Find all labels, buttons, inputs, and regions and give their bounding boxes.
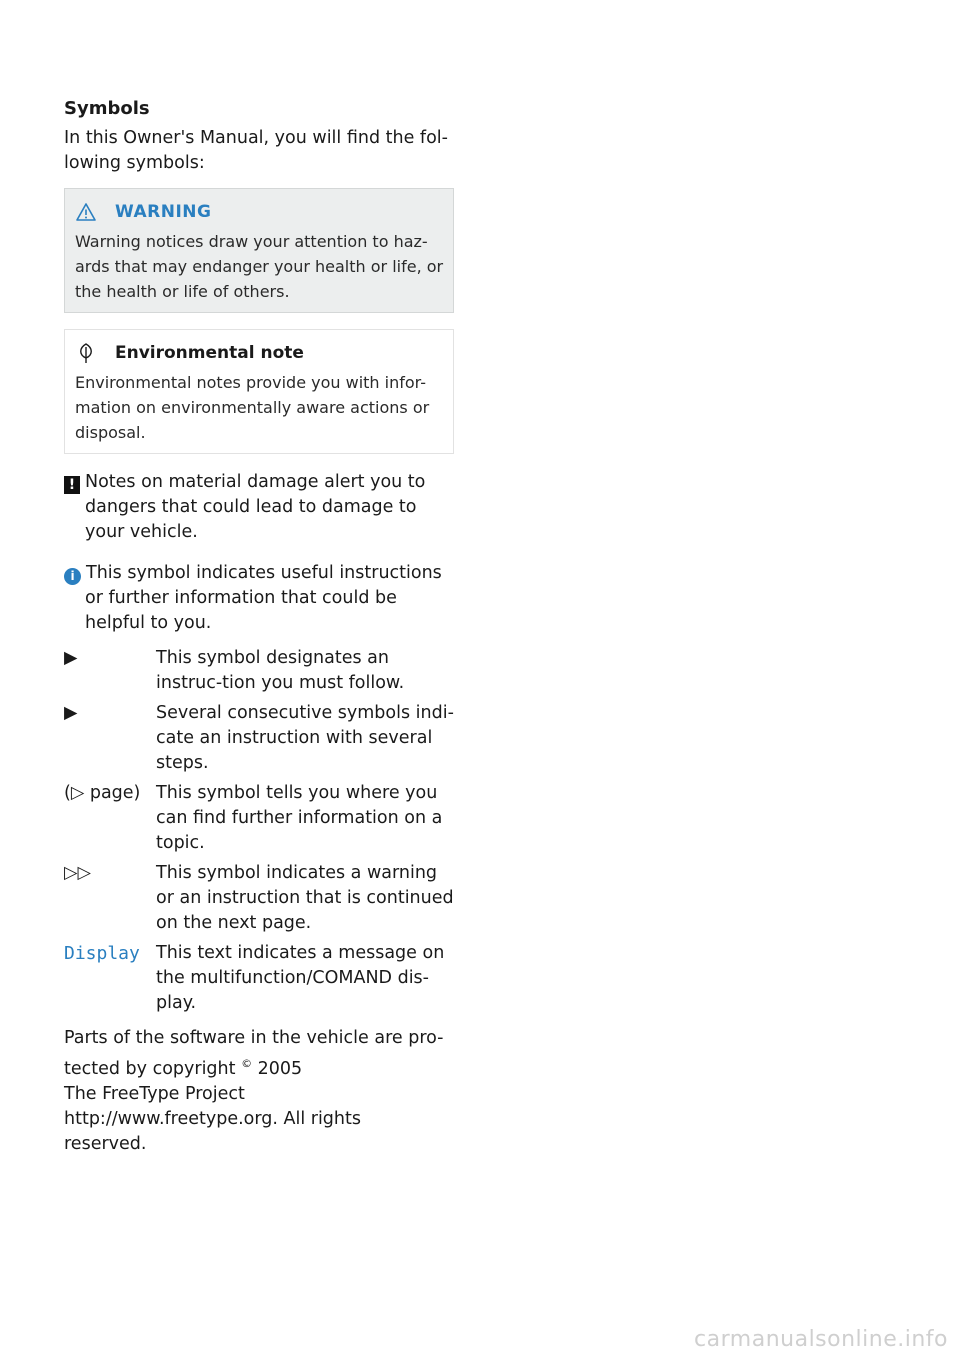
copyright-line-3: The FreeType Project [64, 1083, 245, 1104]
symbol-description: This text indicates a message on the multifunction/COMAND dis-play. [156, 943, 445, 1013]
filled-arrow-icon: ▶ [64, 648, 78, 668]
leaf-icon [75, 341, 115, 365]
warning-title: WARNING [115, 202, 212, 222]
environmental-title: Environmental note [115, 343, 304, 363]
symbol-row-instruction [64, 646, 454, 696]
continued-icon: ▷▷ [64, 863, 91, 883]
symbol-row-display [64, 941, 454, 1016]
warning-triangle-icon [75, 202, 115, 222]
symbol-row-continued [64, 861, 454, 936]
page-reference-icon: (▷ page) [64, 783, 141, 803]
display-text-sample: Display [64, 943, 140, 964]
useful-info-note [64, 561, 454, 636]
manual-page-column [64, 96, 454, 1157]
environmental-text: Environmental notes provide you with infor-mation on environmentally aware actions or disposal. [75, 373, 430, 442]
info-icon: i [64, 568, 81, 585]
useful-info-text: This symbol indicates useful instructions or further information that could be helpful to you. [85, 563, 442, 633]
copyright-line-2 [64, 1051, 454, 1082]
warning-box [64, 188, 454, 313]
warning-text: Warning notices draw your attention to haz-ards that may endanger your health or life, or the health or life of others. [75, 232, 444, 301]
filled-arrow-icon: ▶ [64, 703, 78, 723]
copyright-line-2-text: tected by copyright [64, 1058, 242, 1079]
copyright-line-4: http://www.freetype.org. All rights [64, 1108, 361, 1129]
material-damage-note [64, 470, 454, 545]
copyright-line-5: reserved. [64, 1133, 147, 1154]
symbol-description: This symbol indicates a warning or an instruction that is continued on the next page. [156, 863, 454, 933]
environmental-title-row [75, 338, 445, 368]
section-heading: Symbols [64, 98, 150, 119]
intro-paragraph: In this Owner's Manual, you will find the fol-lowing symbols: [64, 128, 448, 173]
symbol-description: Several consecutive symbols indi-cate an instruction with several steps. [156, 703, 454, 773]
environmental-note-box [64, 329, 454, 454]
watermark: carmanualsonline.info [694, 1327, 948, 1352]
symbol-list [64, 646, 454, 1016]
symbol-description: This symbol designates an instruc-tion you must follow. [156, 648, 405, 693]
copyright-symbol: © [241, 1057, 253, 1070]
symbol-row-page-reference [64, 781, 454, 856]
warning-title-row [75, 197, 445, 227]
copyright-line-1: Parts of the software in the vehicle are pro- [64, 1028, 444, 1048]
material-damage-text: Notes on material damage alert you to dangers that could lead to damage to your vehicle. [85, 472, 426, 542]
copyright-notice [64, 1026, 454, 1157]
copyright-year: 2005 [252, 1058, 303, 1079]
symbol-description: This symbol tells you where you can find further information on a topic. [156, 783, 443, 853]
exclamation-icon: ! [64, 476, 80, 494]
symbol-row-steps [64, 701, 454, 776]
